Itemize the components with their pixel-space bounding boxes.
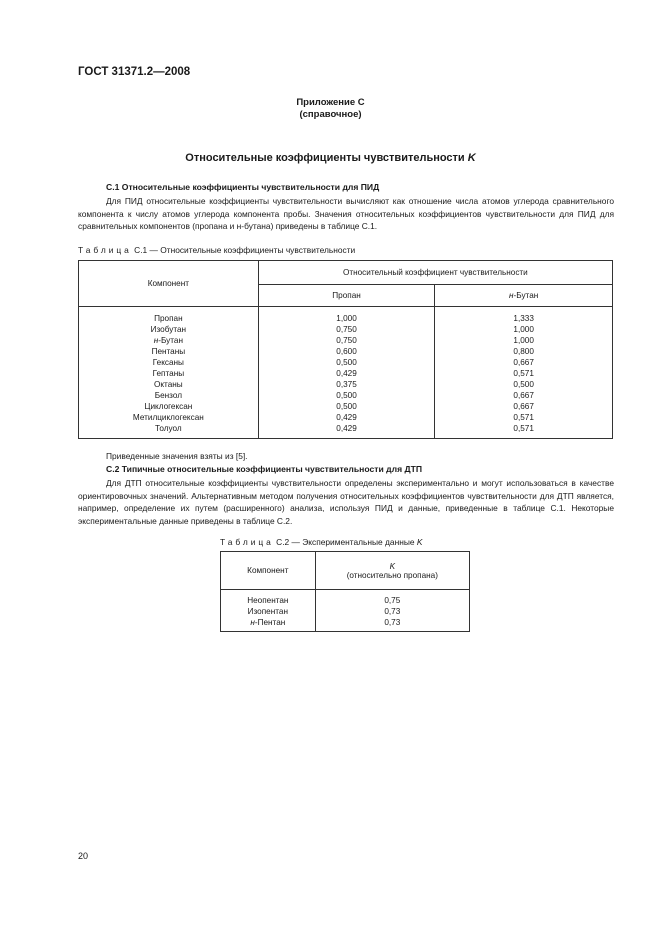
table-row [221,606,470,617]
table-1-cell-propane: 0,500 [258,357,435,368]
annex-subtitle: (справочное) [299,109,362,120]
table-row [79,390,613,401]
table-2-caption-text: С.2 — Экспериментальные данные [276,537,415,547]
table-row [221,617,470,632]
table-1-cell-propane: 0,375 [258,379,435,390]
table-row [79,324,613,335]
table-1-cell-name: Метилциклогексан [79,412,259,423]
table-1-cell-propane: 0,500 [258,401,435,412]
table-1-cell-name: Гептаны [79,368,259,379]
table-row [79,307,613,325]
table-row [79,401,613,412]
table-1-cell-name: Циклогексан [79,401,259,412]
main-title-text: Относительные коэффициенты чувствительности [185,152,465,164]
table-1-cell-propane: 0,600 [258,346,435,357]
table-2-caption-symbol: K [416,537,423,547]
table-1-header-butane: н-Бутан [435,285,613,307]
table-2-cell-name: н-Пентан [221,617,316,632]
table-row [79,335,613,346]
table-1-cell-butane: 1,000 [435,335,613,346]
table-1-cell-propane: 0,500 [258,390,435,401]
table-1-caption-word: Таблица [78,245,132,255]
table-1-cell-name: Пентаны [79,346,259,357]
table-row [79,423,613,439]
table-2-header-component: Компонент [221,552,316,590]
table-1-cell-name: Гексаны [79,357,259,368]
page-number: 20 [78,851,89,861]
table-1-cell-butane: 0,667 [435,390,613,401]
table-1-cell-butane: 0,571 [435,412,613,423]
table-1-caption [78,245,355,255]
table-1-header-propane: Пропан [258,285,435,307]
table-2-cell-k: 0,75 [315,590,469,607]
table-row [79,357,613,368]
table-2-cell-k: 0,73 [315,606,469,617]
table-2-header-k-note: (относительно пропана) [346,570,438,580]
table-1-cell-butane: 1,333 [435,307,613,325]
table-1-cell-name: Изобутан [79,324,259,335]
table-row [79,412,613,423]
section-1-paragraph: Для ПИД относительные коэффициенты чувствительности вычисляют как отношение числа атомов углерода сравнительного компонента к числу атомов углерода компонента пробы. Значения относительных коэффициентов чувствительности для ПИД для сравнительных компонентов (пропана и н-бутана) приведены в таблице С.1. [78,196,614,232]
table-row [79,368,613,379]
table-1-cell-propane: 0,750 [258,324,435,335]
table-1-cell-butane: 0,800 [435,346,613,357]
table-row [221,590,470,607]
table-1-cell-butane: 0,571 [435,368,613,379]
table-2-header-k [315,552,469,590]
table-1-header-component: Компонент [79,261,259,307]
table-1-header-group: Относительный коэффициент чувствительности [258,261,612,285]
section-1-heading: С.1 Относительные коэффициенты чувствительности для ПИД [106,182,380,192]
table-2 [220,551,470,632]
main-title-symbol: K [467,152,476,164]
table-row [79,379,613,390]
table-1-cell-name: Октаны [79,379,259,390]
table-2-caption [220,537,422,547]
table-1-cell-butane: 1,000 [435,324,613,335]
table-2-cell-name: Изопентан [221,606,316,617]
table-2-header-k-symbol: K [389,561,396,571]
section-2-heading: С.2 Типичные относительные коэффициенты чувствительности для ДТП [106,464,423,474]
table-1-cell-propane: 0,429 [258,423,435,439]
table-1-cell-propane: 0,750 [258,335,435,346]
table-1-caption-text: С.1 — Относительные коэффициенты чувствительности [134,245,356,255]
table-1-cell-butane: 0,571 [435,423,613,439]
table-2-cell-k: 0,73 [315,617,469,632]
table-1-cell-name: Толуол [79,423,259,439]
table-2-caption-word: Таблица [220,537,274,547]
table-1 [78,260,613,439]
table-1-note: Приведенные значения взяты из [5]. [106,451,248,461]
annex-title: Приложение С [296,97,365,108]
table-1-cell-butane: 0,667 [435,357,613,368]
table-1-cell-propane: 0,429 [258,368,435,379]
table-2-cell-name: Неопентан [221,590,316,607]
main-title [0,152,661,164]
document-code: ГОСТ 31371.2—2008 [78,66,191,78]
table-1-cell-name: Пропан [79,307,259,325]
table-1-cell-propane: 0,429 [258,412,435,423]
table-1-cell-name: Бензол [79,390,259,401]
table-1-cell-name: н-Бутан [79,335,259,346]
table-1-cell-butane: 0,667 [435,401,613,412]
section-2-paragraph: Для ДТП относительные коэффициенты чувствительности определены экспериментально и могут использоваться в качестве ориентировочных значений. Альтернативным методом получения относительных коэффициентов чувствительности для ДТП является, например, определение их путем (расширенного) анализа, используя ПИД и данные, приведенные в таблице С.1. Некоторые экспериментальные данные приведены в таблице С.2. [78,478,614,526]
table-1-cell-propane: 1,000 [258,307,435,325]
table-1-cell-butane: 0,500 [435,379,613,390]
table-row [79,346,613,357]
